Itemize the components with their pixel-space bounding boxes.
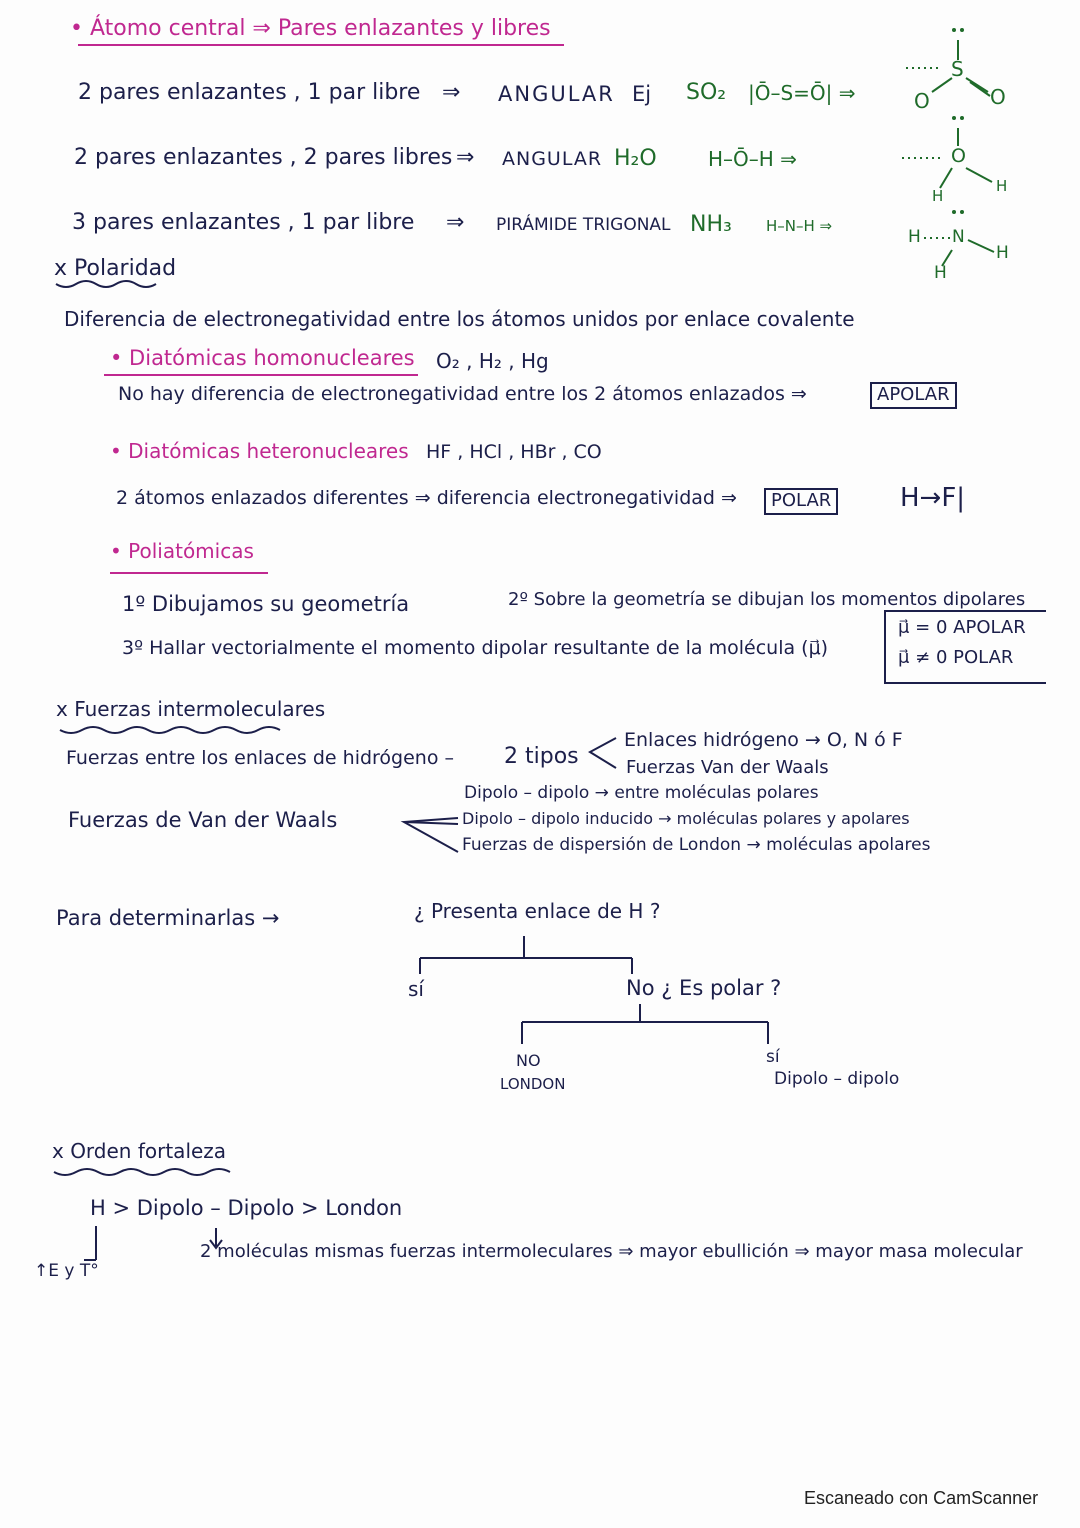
- vdw-london-dispersion: Fuerzas de dispersión de London → moléculas apolares: [462, 835, 931, 855]
- row1-arrow: ⇒: [442, 80, 461, 105]
- van-der-waals-label: Fuerzas de Van der Waals: [68, 808, 338, 832]
- row2-arrow: ⇒: [456, 145, 475, 170]
- polaridad-definition: Diferencia de electronegatividad entre los átomos unidos por enlace covalente: [64, 307, 855, 331]
- tree-yes-leaf: sí: [766, 1047, 780, 1067]
- homonucleares-examples: O₂ , H₂ , Hg: [436, 349, 549, 373]
- so2-oxygen-left-atom: O: [914, 89, 930, 113]
- energy-temperature-note: ↑E y T°: [34, 1261, 99, 1281]
- section-title-polaridad: x Polaridad: [54, 256, 177, 281]
- section-title-atomo-central: • Átomo central ⇒ Pares enlazantes y libres: [70, 16, 551, 41]
- tree-yes-branch: sí: [408, 977, 424, 1001]
- zero-dipole-apolar: μ⃗ = 0 APOLAR: [898, 617, 1026, 638]
- tree-question-h-bond: ¿ Presenta enlace de H ?: [414, 899, 661, 923]
- fuerzas-definition: Fuerzas entre los enlaces de hidrógeno –: [66, 747, 455, 769]
- camscanner-footer: Escaneado con CamScanner: [804, 1488, 1039, 1508]
- step-2-dipole-moments: 2º Sobre la geometría se dibujan los momentos dipolares: [508, 589, 1026, 610]
- section-title-orden: x Orden fortaleza: [52, 1139, 227, 1163]
- row2-description: 2 pares enlazantes , 2 pares libres: [74, 145, 453, 170]
- tree-no-leaf: NO: [516, 1051, 541, 1070]
- tree-no-is-polar: No ¿ Es polar ?: [626, 976, 782, 1000]
- tree-dipole-dipole-result: Dipolo – dipolo: [774, 1069, 900, 1089]
- section-title-fuerzas: x Fuerzas intermoleculares: [56, 697, 326, 721]
- row3-arrow: ⇒: [446, 210, 465, 235]
- row2-shape: ANGULAR: [502, 148, 603, 170]
- tree-london-result: LONDON: [500, 1075, 566, 1093]
- type-hydrogen-bond: Enlaces hidrógeno → O, N ó F: [624, 729, 903, 751]
- apolar-result-box: APOLAR: [870, 382, 957, 409]
- nh3-nitrogen-atom: N: [952, 227, 965, 247]
- h2o-oxygen-atom: O: [951, 145, 966, 167]
- h2o-hydrogen-left-atom: H: [932, 187, 944, 205]
- row3-shape: PIRÁMIDE TRIGONAL: [496, 215, 671, 235]
- two-types-label: 2 tipos: [504, 744, 579, 769]
- row3-lewis: H–N–H ⇒: [766, 217, 833, 235]
- nh3-hydrogen-right-atom: H: [996, 243, 1009, 263]
- row1-example-label: Ej: [632, 82, 652, 106]
- row2-formula: H₂O: [614, 146, 657, 171]
- hf-dipole-example: H→F|: [900, 483, 966, 513]
- heteronucleares-title: • Diatómicas heteronucleares: [110, 439, 409, 463]
- homonucleares-text: No hay diferencia de electronegatividad entre los 2 átomos enlazados ⇒: [118, 383, 807, 405]
- so2-oxygen-right-atom: O: [990, 85, 1006, 109]
- row2-lewis: H–Ō–H ⇒: [708, 147, 797, 171]
- row1-description: 2 pares enlazantes , 1 par libre: [78, 80, 421, 105]
- vdw-dipole-induced: Dipolo – dipolo inducido → moléculas polares y apolares: [462, 809, 910, 828]
- row3-formula: NH₃: [690, 212, 732, 237]
- step-3-resultant-dipole: 3º Hallar vectorialmente el momento dipolar resultante de la molécula (μ⃗): [122, 637, 829, 659]
- nonzero-dipole-polar: μ⃗ ≠ 0 POLAR: [898, 647, 1014, 668]
- h2o-hydrogen-right-atom: H: [996, 177, 1008, 195]
- row3-description: 3 pares enlazantes , 1 par libre: [72, 210, 415, 235]
- heteronucleares-text: 2 átomos enlazados diferentes ⇒ diferencia electronegatividad ⇒: [116, 487, 737, 509]
- type-van-der-waals: Fuerzas Van der Waals: [626, 757, 829, 778]
- row1-lewis: |Ō–S=Ō| ⇒: [748, 81, 856, 105]
- boiling-point-note: 2 moléculas mismas fuerzas intermoleculares ⇒ mayor ebullición ⇒ mayor masa molecular: [200, 1241, 1023, 1262]
- homonucleares-title: • Diatómicas homonucleares: [110, 346, 415, 370]
- row1-formula: SO₂: [686, 80, 727, 105]
- polar-result-box: POLAR: [764, 488, 838, 515]
- row1-shape: ANGULAR: [498, 82, 615, 106]
- so2-sulfur-atom: S: [951, 57, 964, 81]
- heteronucleares-examples: HF , HCl , HBr , CO: [426, 441, 602, 463]
- nh3-hydrogen-bottom-atom: H: [934, 263, 947, 283]
- tree-intro: Para determinarlas →: [56, 906, 280, 930]
- poliatomicas-title: • Poliatómicas: [110, 539, 254, 563]
- strength-order: H > Dipolo – Dipolo > London: [90, 1196, 403, 1220]
- step-1-geometry: 1º Dibujamos su geometría: [122, 592, 410, 616]
- vdw-dipole-dipole: Dipolo – dipolo → entre moléculas polares: [464, 783, 819, 803]
- nh3-hydrogen-left-atom: H: [908, 227, 921, 247]
